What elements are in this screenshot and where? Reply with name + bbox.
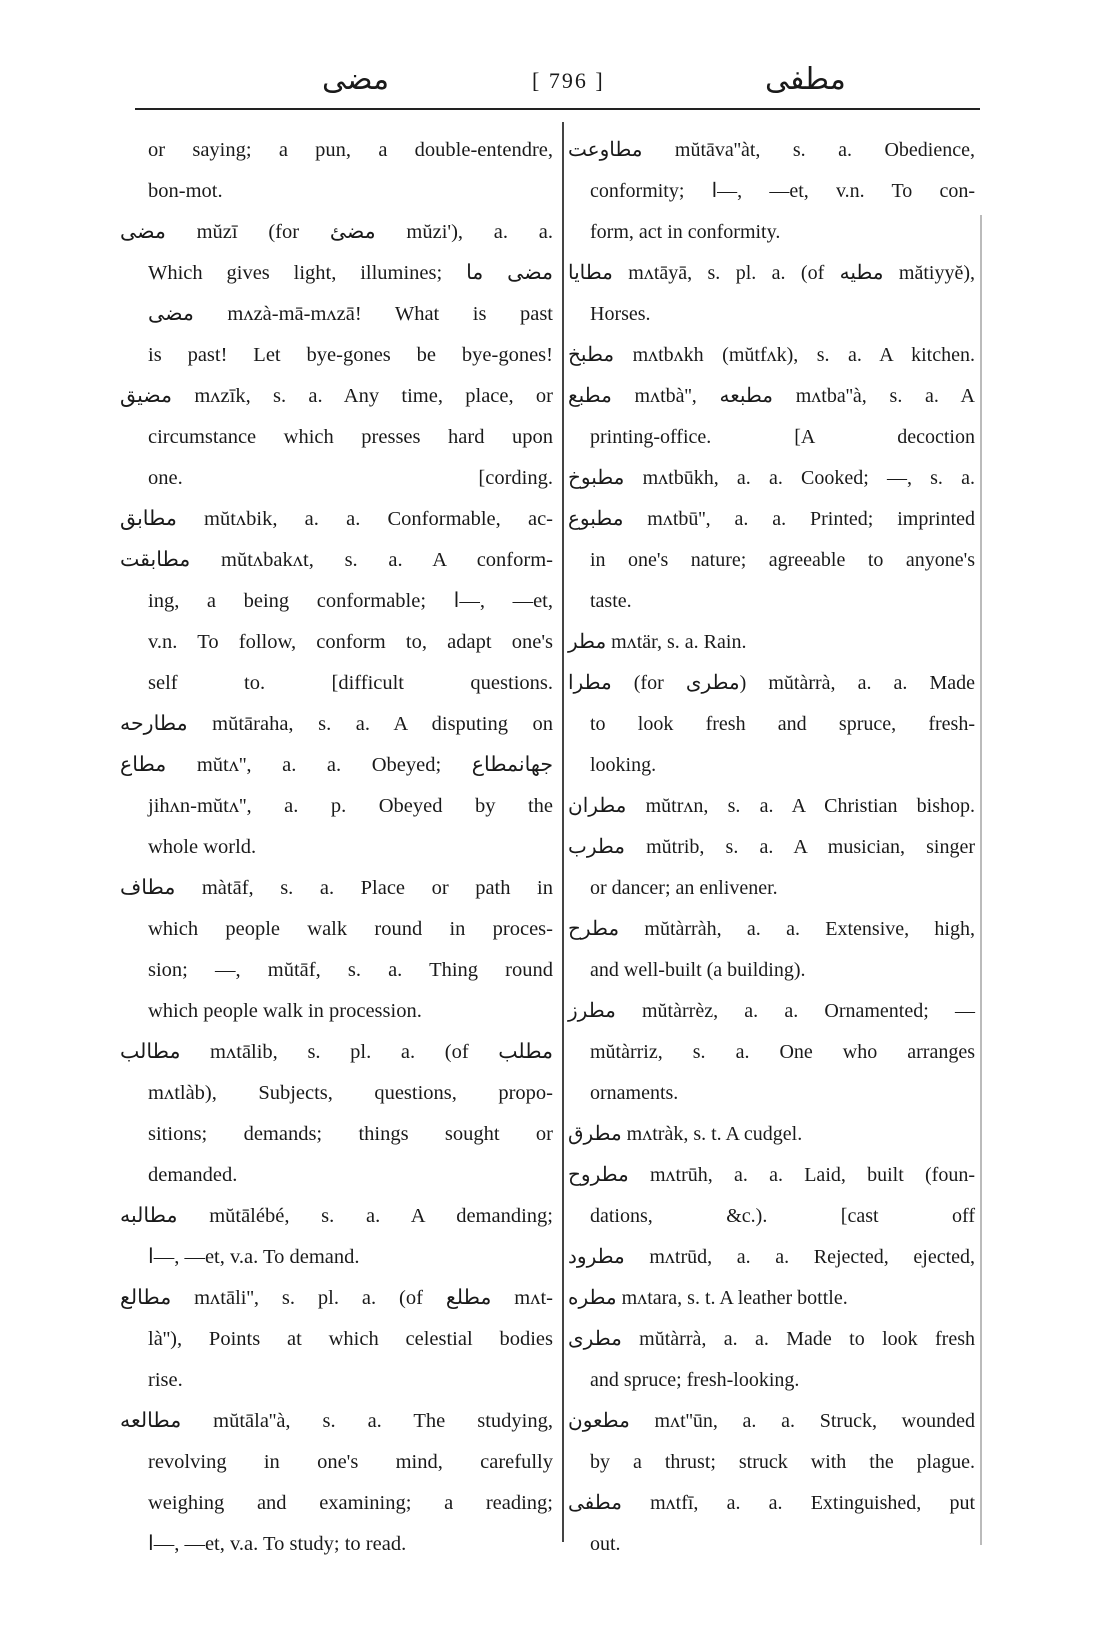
entry-text-line: v.n. To follow, conform to, adapt one's bbox=[148, 631, 553, 653]
entry-headword-line: مطرب mŭtrib, s. a. A musician, singer bbox=[568, 836, 975, 858]
entry-headword-line: مطرا (for مطرى) mŭtàrrà, a. a. Made bbox=[568, 672, 976, 694]
entry-headword-line: مطبخ mʌtbʌkh (mŭtfʌk), s. a. A kitchen. bbox=[568, 344, 975, 366]
entry-text-line: revolving in one's mind, carefully bbox=[148, 1451, 553, 1473]
entry-headword-line: مطرى mŭtàrrà, a. a. Made to look fresh bbox=[568, 1328, 975, 1350]
header-rule bbox=[135, 108, 980, 110]
entry-text-line: là''), Points at which celestial bodies bbox=[148, 1328, 553, 1350]
entry-text-line: one. [cording. bbox=[148, 467, 553, 489]
entry-text-line: and well-built (a building). bbox=[590, 959, 806, 981]
running-head-right: مطفى bbox=[765, 62, 846, 97]
entry-text-line: circumstance which presses hard upon bbox=[148, 426, 553, 448]
entry-headword-line: مطارحه mŭtāraha, s. a. A disputing on bbox=[120, 713, 553, 735]
entry-headword-line: مطعون mʌt''ūn, a. a. Struck, wounded bbox=[568, 1410, 975, 1432]
entry-headword-line: مطالبه mŭtālébé, s. a. A demanding; bbox=[120, 1205, 553, 1227]
entry-text-line: which people walk in procession. bbox=[148, 1000, 422, 1022]
entry-headword-line: مطرود mʌtrūd, a. a. Rejected, ejected, bbox=[568, 1246, 975, 1268]
entry-headword-line: مطاف màtāf, s. a. Place or path in bbox=[120, 877, 553, 899]
entry-text-line: whole world. bbox=[148, 836, 257, 858]
entry-text-line: ا—, —et, v.a. To demand. bbox=[148, 1246, 360, 1268]
entry-headword-line: مضى mŭzī (for مضئ mŭzi'), a. a. bbox=[120, 221, 553, 243]
entry-text-line: ing, a being conformable; ا—, —et, bbox=[148, 590, 553, 612]
entry-text-line: taste. bbox=[590, 590, 632, 612]
entry-text-line: form, act in conformity. bbox=[590, 221, 781, 243]
entry-text-line: is past! Let bye-gones be bye-gones! bbox=[148, 344, 553, 366]
entry-headword-line: مطر mʌtär, s. a. Rain. bbox=[568, 631, 747, 653]
entry-headword-line: مطفى mʌtfī, a. a. Extinguished, put bbox=[568, 1492, 975, 1514]
entry-text-line: Horses. bbox=[590, 303, 651, 325]
entry-text-line: or dancer; an enlivener. bbox=[590, 877, 778, 899]
running-head-left: مضى bbox=[322, 62, 390, 97]
entry-text-line: rise. bbox=[148, 1369, 183, 1391]
entry-headword-line: مطالب mʌtālib, s. pl. a. (of مطلب bbox=[120, 1041, 553, 1063]
right-column bbox=[568, 130, 976, 1565]
entry-text-line: mŭtàrriz, s. a. One who arranges bbox=[590, 1041, 975, 1063]
entry-text-line: conformity; ا—, —et, v.n. To con- bbox=[590, 180, 975, 202]
entry-headword-line: مطران mŭtrʌn, s. a. A Christian bishop. bbox=[568, 795, 975, 817]
entry-text-line: ornaments. bbox=[590, 1082, 679, 1104]
entry-text-line: bon-mot. bbox=[148, 180, 223, 202]
entry-headword-line: مطايا mʌtāyā, s. pl. a. (of مطيه mătiyyĕ), bbox=[568, 262, 975, 284]
entry-headword-line: مطرز mŭtàrrèz, a. a. Ornamented; — bbox=[568, 1000, 975, 1022]
left-column bbox=[120, 130, 554, 1565]
entry-headword-line: مطره mʌtara, s. t. A leather bottle. bbox=[568, 1287, 848, 1309]
entry-text-line: to look fresh and spruce, fresh- bbox=[590, 713, 975, 735]
entry-text-line: مضى mʌzà-mā-mʌzā! What is past bbox=[148, 303, 553, 325]
entry-text-line: Which gives light, illumines; مضى ما bbox=[148, 262, 553, 284]
entry-headword-line: مطبوع mʌtbū'', a. a. Printed; imprinted bbox=[568, 508, 975, 530]
entry-headword-line: مطرق mʌtràk, s. t. A cudgel. bbox=[568, 1123, 803, 1145]
entry-text-line: or saying; a pun, a double-entendre, bbox=[148, 139, 553, 161]
entry-text-line: self to. [difficult questions. bbox=[148, 672, 553, 694]
entry-text-line: sion; —, mŭtāf, s. a. Thing round bbox=[148, 959, 553, 981]
entry-text-line: printing-office. [A decoction bbox=[590, 426, 975, 448]
entry-text-line: which people walk round in proces- bbox=[148, 918, 553, 940]
entry-headword-line: مطالع mʌtāli'', s. pl. a. (of مطلع mʌt- bbox=[120, 1287, 554, 1309]
entry-headword-line: مطبوخ mʌtbūkh, a. a. Cooked; —, s. a. bbox=[568, 467, 975, 489]
entry-text-line: out. bbox=[590, 1533, 621, 1555]
entry-text-line: and spruce; fresh-looking. bbox=[590, 1369, 800, 1391]
entry-text-line: ا—, —et, v.a. To study; to read. bbox=[148, 1533, 407, 1555]
page-number: [ 796 ] bbox=[532, 68, 605, 93]
entry-headword-line: مطروح mʌtrūh, a. a. Laid, built (foun- bbox=[568, 1164, 975, 1186]
entry-headword-line: مطابق mŭtʌbik, a. a. Conformable, ac- bbox=[120, 508, 553, 530]
column-divider bbox=[562, 122, 564, 1542]
entry-headword-line: مضيق mʌzīk, s. a. Any time, place, or bbox=[120, 385, 553, 407]
entry-text-line: mʌtlàb), Subjects, questions, propo- bbox=[148, 1082, 553, 1104]
entry-text-line: by a thrust; struck with the plague. bbox=[590, 1451, 975, 1473]
entry-text-line: weighing and examining; a reading; bbox=[148, 1492, 553, 1514]
entry-text-line: sitions; demands; things sought or bbox=[148, 1123, 553, 1145]
entry-headword-line: مطابقت mŭtʌbakʌt, s. a. A conform- bbox=[120, 549, 553, 571]
entry-headword-line: مطالعه mŭtāla''à, s. a. The studying, bbox=[120, 1410, 553, 1432]
page-edge-rule bbox=[980, 215, 982, 1545]
entry-headword-line: مطرح mŭtàrràh, a. a. Extensive, high, bbox=[568, 918, 975, 940]
entry-text-line: in one's nature; agreeable to anyone's bbox=[590, 549, 975, 571]
entry-text-line: jihʌn-mŭtʌ'', a. p. Obeyed by the bbox=[148, 795, 553, 817]
entry-text-line: demanded. bbox=[148, 1164, 238, 1186]
entry-text-line: looking. bbox=[590, 754, 657, 776]
entry-headword-line: مطاوعت mŭtāva''àt, s. a. Obedience, bbox=[568, 139, 975, 161]
entry-text-line: dations, &c.). [cast off bbox=[590, 1205, 975, 1227]
entry-headword-line: مطبع mʌtbà'', مطبعه mʌtba''à, s. a. A bbox=[568, 385, 975, 407]
entry-headword-line: مطاع mŭtʌ'', a. a. Obeyed; جهانمطاع bbox=[120, 754, 553, 776]
